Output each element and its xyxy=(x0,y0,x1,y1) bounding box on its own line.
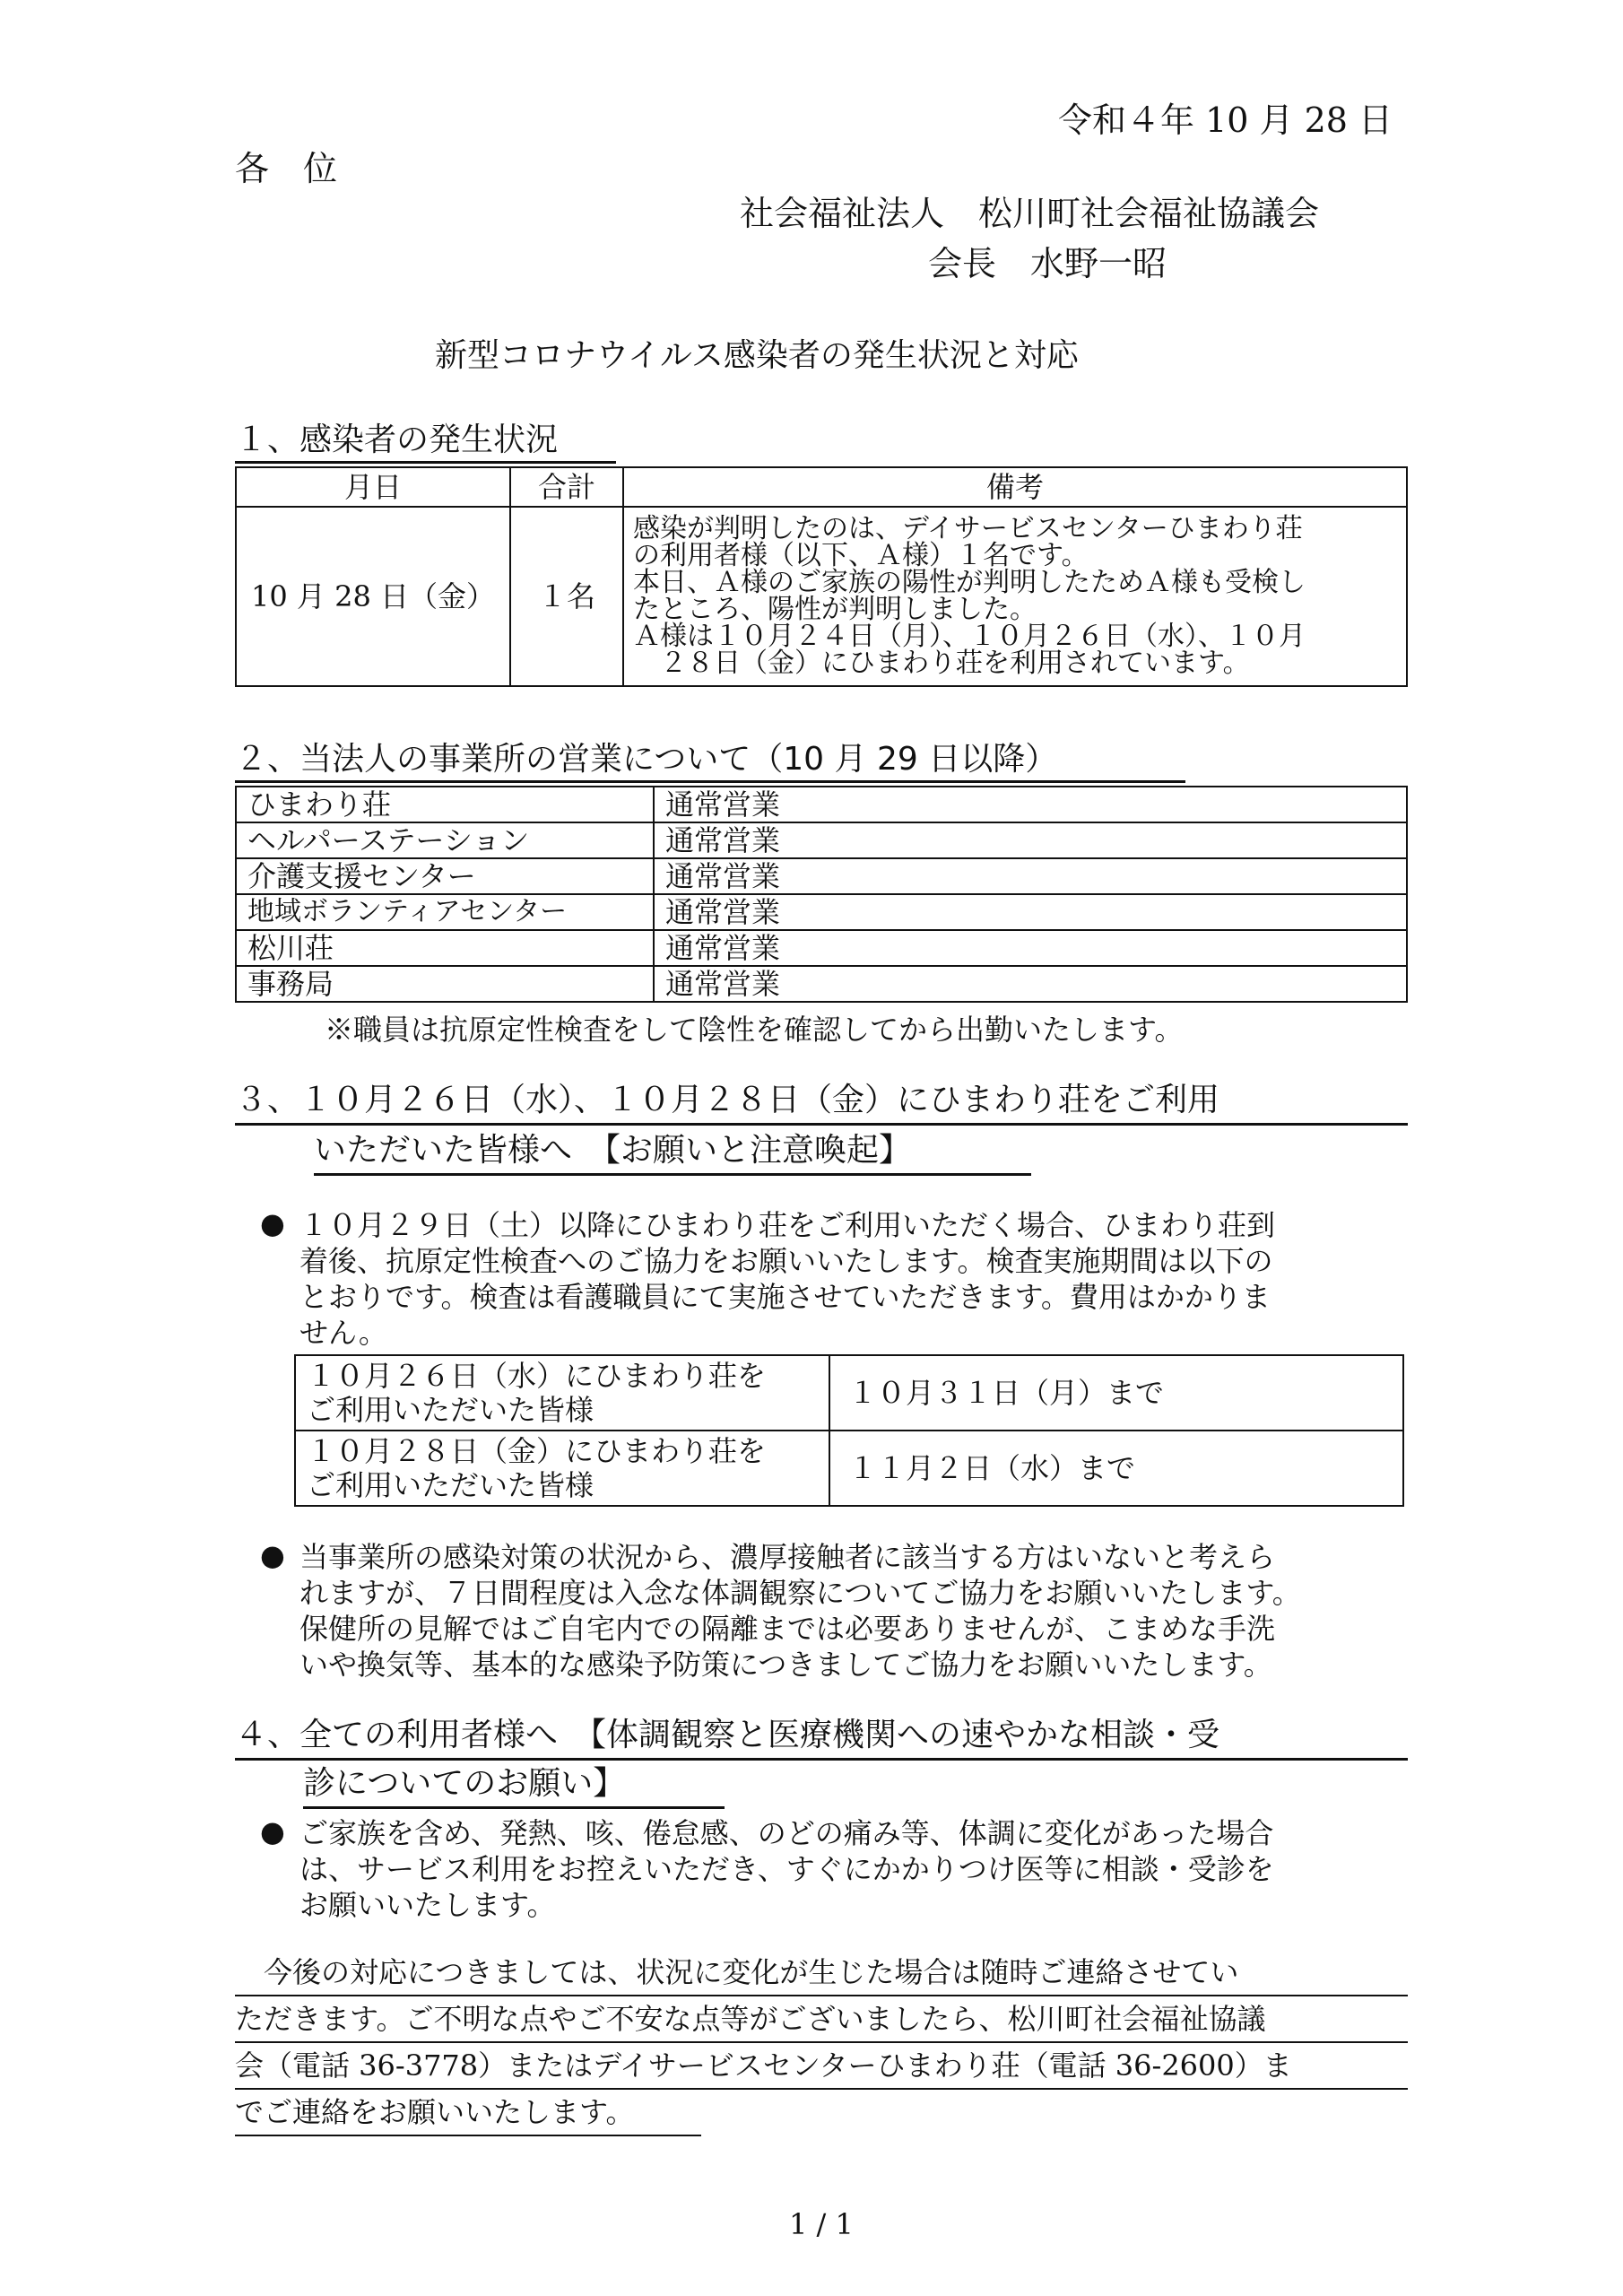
col-note-header: 備考 xyxy=(623,467,1407,507)
paragraph-line: 当事業所の感染対策の状況から、濃厚接触者に該当する方はいないと考えら xyxy=(299,1540,1276,1574)
office-name: 松川荘 xyxy=(236,930,654,966)
col-total-header: 合計 xyxy=(510,467,623,507)
testing-target xyxy=(295,1355,829,1431)
document-date: 令和４年 10 月 28 日 xyxy=(1058,100,1393,140)
office-status: 通常営業 xyxy=(654,966,1407,1002)
note-line: 本日、Ａ様のご家族の陽性が判明したためＡ様も受検し xyxy=(633,567,1306,598)
case-date: 10 月 28 日（金） xyxy=(236,507,510,686)
section2-heading: ２、当法人の事業所の営業について（10 月 29 日以降） xyxy=(235,741,1185,783)
section4-heading-line1: ４、全ての利用者様へ 【体調観察と医療機関への速やかな相談・受 xyxy=(235,1717,1408,1761)
office-status: 通常営業 xyxy=(654,822,1407,858)
target-line: １０月２８日（金）にひまわり荘を xyxy=(307,1434,767,1468)
office-name: 介護支援センター xyxy=(236,858,654,894)
staff-testing-note: ※職員は抗原定性検査をして陰性を確認してから出勤いたします。 xyxy=(325,1013,1184,1047)
paragraph-line: １０月２９日（土）以降にひまわり荘をご利用いただく場合、ひまわり荘到 xyxy=(299,1208,1276,1242)
col-date-header: 月日 xyxy=(236,467,510,507)
office-status: 通常営業 xyxy=(654,930,1407,966)
office-status: 通常営業 xyxy=(654,787,1407,822)
paragraph-line: れますが、７日間程度は入念な体調観察についてご協力をお願いいたします。 xyxy=(299,1576,1301,1610)
target-line: １０月２６日（水）にひまわり荘を xyxy=(307,1359,767,1393)
testing-target xyxy=(295,1431,829,1506)
office-name: 地域ボランティアセンター xyxy=(236,894,654,930)
testing-until: １０月３１日（月）まで xyxy=(829,1355,1403,1431)
target-line: ご利用いただいた皆様 xyxy=(307,1393,595,1427)
bullet-icon: ● xyxy=(260,1538,285,1572)
office-status: 通常営業 xyxy=(654,858,1407,894)
case-note xyxy=(623,507,1407,686)
note-line: の利用者様（以下、Ａ様）１名です。 xyxy=(633,540,1089,571)
closing-paragraph xyxy=(235,1950,1408,2136)
page-number: 1 / 1 xyxy=(789,2207,854,2241)
paragraph-line: 保健所の見解ではご自宅内での隔離までは必要ありませんが、こまめな手洗 xyxy=(299,1612,1276,1646)
paragraph-line: お願いいたします。 xyxy=(299,1888,556,1922)
note-line: たところ、陽性が判明しました。 xyxy=(633,594,1037,625)
paragraph-line: ご家族を含め、発熱、咳、倦怠感、のどの痛み等、体調に変化があった場合 xyxy=(299,1816,1274,1850)
addressee: 各 位 xyxy=(235,149,338,188)
testing-period-table xyxy=(294,1354,1404,1507)
infection-status-table xyxy=(235,466,1408,687)
bullet-icon: ● xyxy=(260,1206,285,1240)
organization-name: 社会福祉法人 松川町社会福祉協議会 xyxy=(740,194,1320,233)
closing-line: でご連絡をお願いいたします。 xyxy=(235,2090,701,2136)
paragraph-line: せん。 xyxy=(299,1316,387,1350)
note-line: Ａ様は１０月２４日（月）、１０月２６日（水）、１０月 xyxy=(633,621,1306,652)
section4-heading-line2: 診についてのお願い】 xyxy=(303,1765,725,1809)
paragraph-line: いや換気等、基本的な感染予防策につきましてご協力をお願いいたします。 xyxy=(299,1648,1272,1682)
paragraph-line: とおりです。検査は看護職員にて実施させていただきます。費用はかかりま xyxy=(299,1280,1271,1314)
office-status-table xyxy=(235,786,1408,1003)
office-name: ヘルパーステーション xyxy=(236,822,654,858)
closing-line: 会（電話 36-3778）またはデイサービスセンターひまわり荘（電話 36-2600）ま xyxy=(235,2043,1408,2090)
target-line: ご利用いただいた皆様 xyxy=(307,1468,595,1502)
paragraph-line: は、サービス利用をお控えいただき、すぐにかかりつけ医等に相談・受診を xyxy=(299,1852,1274,1886)
paragraph-line: 着後、抗原定性検査へのご協力をお願いいたします。検査実施期間は以下の xyxy=(299,1244,1273,1278)
section3-heading-line2: いただいた皆様へ 【お願いと注意喚起】 xyxy=(314,1132,1031,1176)
chairman-name: 会長 水野一昭 xyxy=(928,244,1167,283)
note-line: 感染が判明したのは、デイサービスセンターひまわり荘 xyxy=(633,513,1303,544)
testing-until: １１月２日（水）まで xyxy=(829,1431,1403,1506)
section1-heading: １、感染者の発生状況 xyxy=(235,422,616,464)
note-line: ２８日（金）にひまわり荘を利用されています。 xyxy=(633,648,1250,679)
section3-heading-line1: ３、１０月２６日（水）、１０月２８日（金）にひまわり荘をご利用 xyxy=(235,1082,1408,1126)
office-status: 通常営業 xyxy=(654,894,1407,930)
office-name: 事務局 xyxy=(236,966,654,1002)
bullet-icon: ● xyxy=(260,1814,285,1848)
closing-line: 今後の対応につきましては、状況に変化が生じた場合は随時ご連絡させてい xyxy=(235,1950,1408,1996)
case-total: １名 xyxy=(510,507,623,686)
office-name: ひまわり荘 xyxy=(236,787,654,822)
closing-line: ただきます。ご不明な点やご不安な点等がございましたら、松川町社会福祉協議 xyxy=(235,1996,1408,2043)
document-title: 新型コロナウイルス感染者の発生状況と対応 xyxy=(435,337,1079,374)
